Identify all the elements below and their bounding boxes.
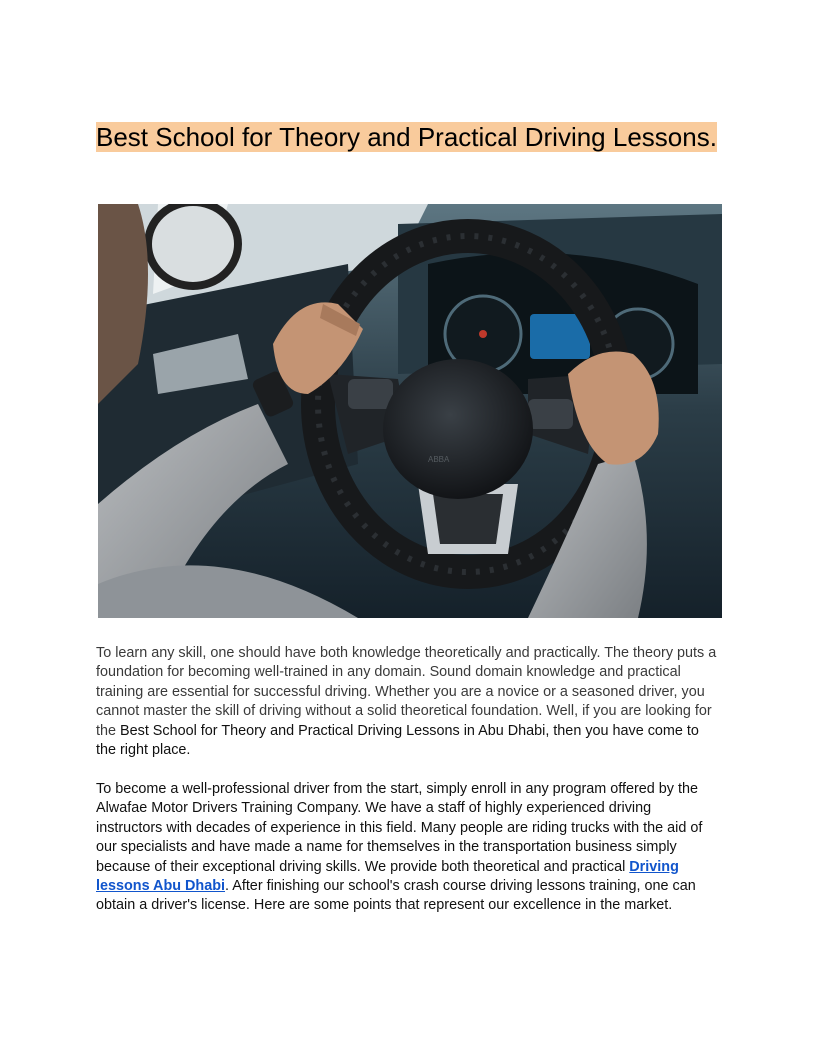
intro-outro-text: , then you have come to the right place. bbox=[96, 722, 699, 759]
about-paragraph bbox=[96, 780, 720, 916]
hero-image bbox=[98, 204, 722, 618]
about-after-link-text: . After finishing our school's crash course driving lessons training, one can obtain a driver's license. Here are some points that represent our excellence in the market. bbox=[96, 878, 696, 914]
steering-logo: ABBA bbox=[428, 455, 450, 464]
intro-text: To learn any skill, one should have both knowledge theoretically and practically. The theory puts a foundation for becoming well-trained in any domain. Sound domain knowledge and practical training are essential for successful driving. Whether you are a novice or a seasoned driver, you cannot master the skill of driving without a solid theoretical foundation. Well, if you are looking for the bbox=[96, 645, 717, 739]
intro-highlight-text: Best School for Theory and Practical Driving Lessons in Abu Dhabi bbox=[120, 722, 546, 739]
page-title-text: Best School for Theory and Practical Driving Lessons. bbox=[96, 122, 717, 152]
page-title bbox=[96, 120, 720, 154]
intro-paragraph bbox=[96, 644, 720, 760]
driving-lessons-link[interactable]: Driving lessons Abu Dhabi bbox=[96, 858, 679, 895]
about-text: To become a well-professional driver from the start, simply enroll in any program offered by the Alwafae Motor Drivers Training Company. We have a staff of highly experienced driving instructors with decades of experience in this field. Many people are riding trucks with the aid of our specialists and have made a name for themselves in the transportation business simply because of their exceptional driving skills. We provide both theoretical and practical bbox=[96, 781, 703, 875]
